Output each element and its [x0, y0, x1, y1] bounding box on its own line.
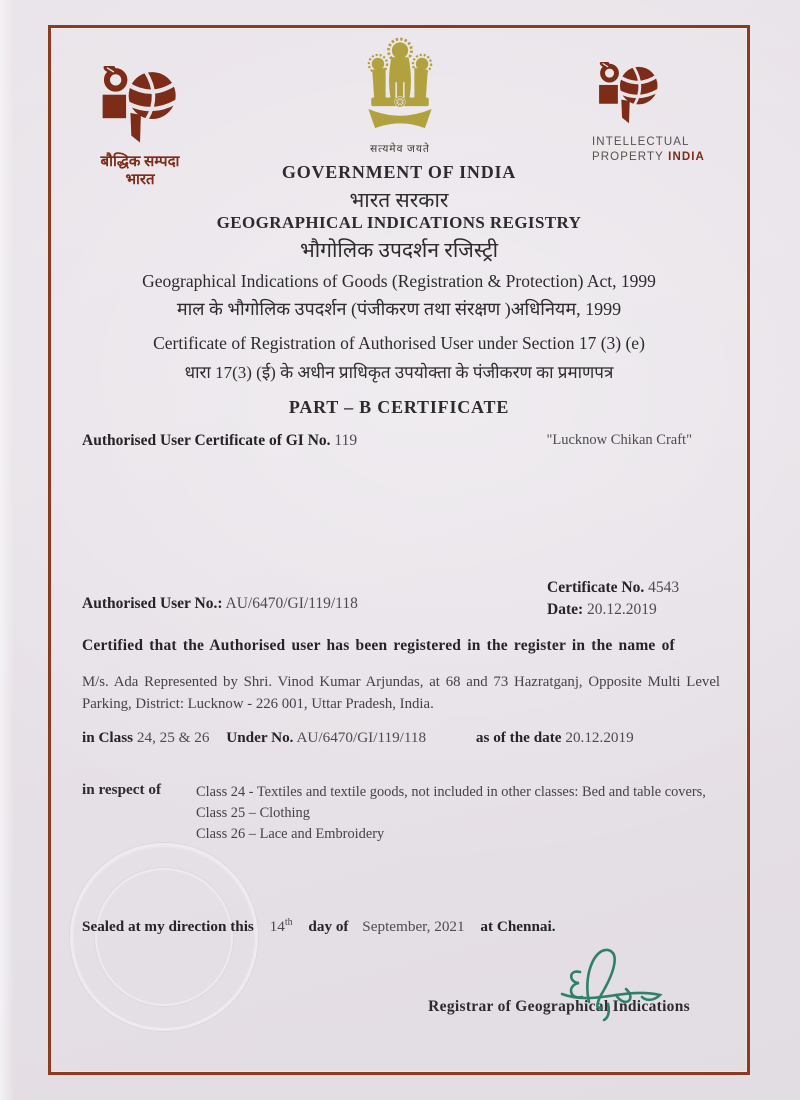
class-26-description: Class 26 – Lace and Embroidery	[196, 826, 385, 842]
certificate-number-block	[547, 577, 679, 621]
sealed-day-suffix: th	[284, 917, 293, 928]
embossed-seal	[70, 843, 258, 1031]
as-of-date-label: as of the date	[475, 729, 562, 746]
sealed-place: at Chennai.	[480, 918, 556, 936]
certificate-section-hindi: धारा 17(3) (ई) के अधीन प्राधिकृत उपयोक्ता के पंजीकरण का प्रमाणपत्र	[184, 363, 614, 382]
registrant-details: M/s. Ada Represented by Shri. Vinod Kumar Arjundas, at 68 and 73 Hazratganj, Opposite Multi Level Parking, District: Lucknow - 226 001, Uttar Pradesh, India.	[82, 674, 720, 712]
registrar-title: Registrar of Geographical Indications	[428, 998, 690, 1015]
day-of-label: day of	[308, 918, 349, 936]
ashoka-emblem-icon	[354, 36, 446, 136]
class-24-description: Class 24 - Textiles and textile goods, not included in other classes: Bed and table covers,	[196, 784, 706, 800]
sealed-day	[270, 918, 293, 935]
certificate-number-row	[547, 577, 679, 599]
class-25-description: Class 25 – Clothing	[196, 805, 310, 821]
ip-right-caption-line1: INTELLECTUAL	[592, 136, 690, 148]
sealed-month-year: September, 2021	[362, 918, 465, 936]
act-title-english: Geographical Indications of Goods (Registration & Protection) Act, 1999	[142, 271, 656, 291]
in-respect-of-label: in respect of	[82, 781, 162, 798]
class-registration-row	[82, 729, 634, 747]
gi-number-row	[82, 432, 692, 450]
authorised-user-value: AU/6470/GI/119/118	[225, 595, 358, 612]
part-b-title: PART – B CERTIFICATE	[288, 397, 510, 417]
ip-india-logo-right	[592, 62, 722, 165]
as-of-date-value: 20.12.2019	[565, 729, 634, 746]
authorised-user-row	[82, 595, 358, 613]
class-descriptions	[196, 782, 724, 845]
header-gi-registry-hindi: भौगोलिक उपदर्शन रजिस्ट्री	[299, 238, 499, 262]
gi-number-value: 119	[334, 432, 358, 449]
emblem-caption: सत्यमेव जयते	[370, 144, 430, 155]
certified-statement: Certified that the Authorised user has been registered in the register in the name of	[82, 637, 675, 654]
sealed-day-number: 14	[269, 918, 285, 936]
header-bharat-sarkar: भारत सरकार	[349, 188, 449, 212]
certificate-date-label: Date:	[547, 601, 584, 618]
in-class-value: 24, 25 & 26	[136, 729, 210, 746]
certificate-section-english: Certificate of Registration of Authorised User under Section 17 (3) (e)	[153, 333, 645, 353]
ip-left-caption-line1: बौद्धिक सम्पदा	[100, 154, 180, 170]
under-no-label: Under No.	[226, 729, 294, 746]
registrar-signature	[556, 942, 668, 1024]
ip-right-india-text: INDIA	[668, 151, 705, 163]
act-title-hindi: माल के भौगोलिक उपदर्शन (पंजीकरण तथा संरक्षण )अधिनियम, 1999	[176, 299, 622, 319]
sealed-prefix: Sealed at my direction this	[82, 918, 254, 936]
under-no-value: AU/6470/GI/119/118	[296, 729, 427, 746]
authorised-user-label: Authorised User No.:	[82, 595, 223, 612]
certificate-date-row	[547, 599, 679, 621]
ip-right-property-text: PROPERTY	[592, 151, 664, 163]
header-gi-registry: GEOGRAPHICAL INDICATIONS REGISTRY	[216, 213, 582, 232]
certificate-number-value: 4543	[648, 579, 680, 596]
header-government-of-india: GOVERNMENT OF INDIA	[281, 162, 517, 182]
gi-number-label: Authorised User Certificate of GI No.	[82, 432, 331, 449]
gi-name: "Lucknow Chikan Craft"	[546, 432, 692, 448]
ip-left-caption-line2: भारत	[125, 172, 155, 188]
embossed-seal-inner-ring	[95, 868, 233, 1006]
certificate-number-label: Certificate No.	[547, 579, 645, 596]
in-class-label: in Class	[82, 729, 134, 746]
certificate-date-value: 20.12.2019	[587, 601, 657, 618]
sealed-statement-row	[82, 917, 556, 936]
ip-logo-icon	[592, 62, 666, 126]
